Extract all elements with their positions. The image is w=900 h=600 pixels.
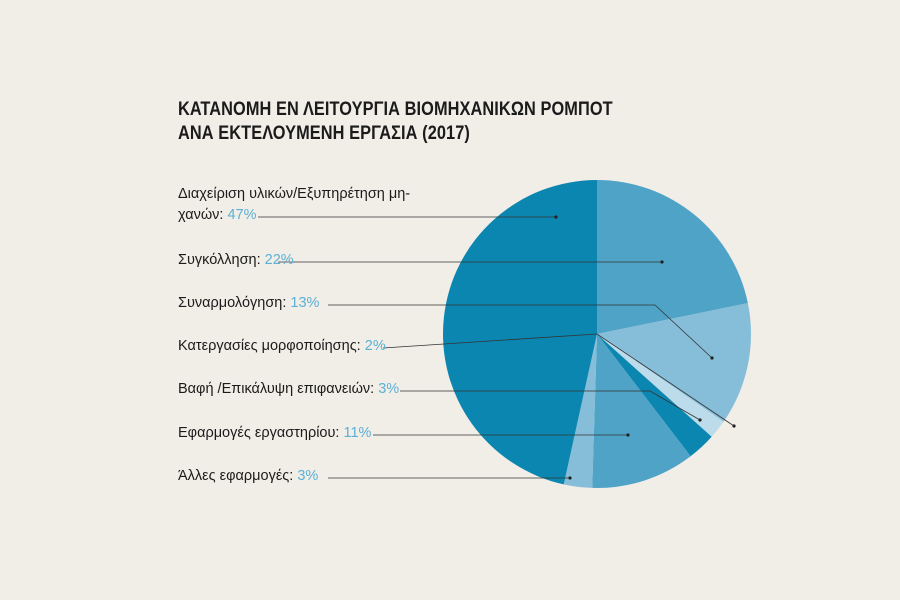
slice-name: Διαχείριση υλικών/Εξυπηρέτηση μη- (178, 186, 411, 202)
slice-label-line (178, 379, 399, 400)
chart-title-line-2: ΑΝΑ ΕΚΤΕΛΟΥΜΕΝΗ ΕΡΓΑΣΙΑ (2017) (178, 123, 470, 144)
slice-label-4 (178, 336, 386, 357)
slice-label-line (178, 423, 371, 444)
slice-name: Άλλες εφαρμογές: (178, 468, 298, 484)
slice-name: χανών: (178, 207, 228, 223)
slice-label-line (178, 336, 386, 357)
slice-label-7 (178, 466, 318, 487)
slice-percent: 22% (264, 252, 294, 268)
slice-name: Εφαρμογές εργαστηρίου: (178, 425, 344, 441)
slice-percent: 3% (378, 381, 400, 397)
slice-label-line (178, 466, 318, 487)
slice-name: Κατεργασίες μορφοποίησης: (178, 338, 365, 354)
slice-label-line (178, 205, 410, 226)
slice-label-2 (178, 250, 294, 271)
slice-name: Βαφή /Επικάλυψη επιφανειών: (178, 381, 379, 397)
chart-title-line-1: ΚΑΤΑΝΟΜΗ ΕΝ ΛΕΙΤΟΥΡΓΙΑ ΒΙΟΜΗΧΑΝΙΚΩΝ ΡΟΜΠΟΤ (178, 99, 613, 120)
leader-dot-6 (626, 433, 629, 436)
slice-label-line (178, 293, 319, 314)
leader-dot-3 (710, 356, 713, 359)
slice-label-6 (178, 423, 371, 444)
slice-percent: 11% (343, 425, 372, 441)
slice-percent: 3% (297, 468, 319, 484)
leader-dot-5 (698, 418, 701, 421)
slice-label-line (178, 250, 294, 271)
slice-label-line (178, 184, 410, 205)
leader-dot-1 (554, 215, 557, 218)
slice-label-3 (178, 293, 319, 314)
slice-percent: 47% (227, 207, 257, 223)
slice-percent: 13% (290, 295, 320, 311)
leader-dot-2 (660, 260, 663, 263)
leader-dot-4 (732, 424, 735, 427)
slice-label-1 (178, 184, 410, 226)
slice-percent: 2% (364, 338, 386, 354)
slice-label-5 (178, 379, 399, 400)
slice-name: Συναρμολόγηση: (178, 295, 291, 311)
leader-dot-7 (568, 476, 571, 479)
slice-name: Συγκόλληση: (178, 252, 265, 268)
